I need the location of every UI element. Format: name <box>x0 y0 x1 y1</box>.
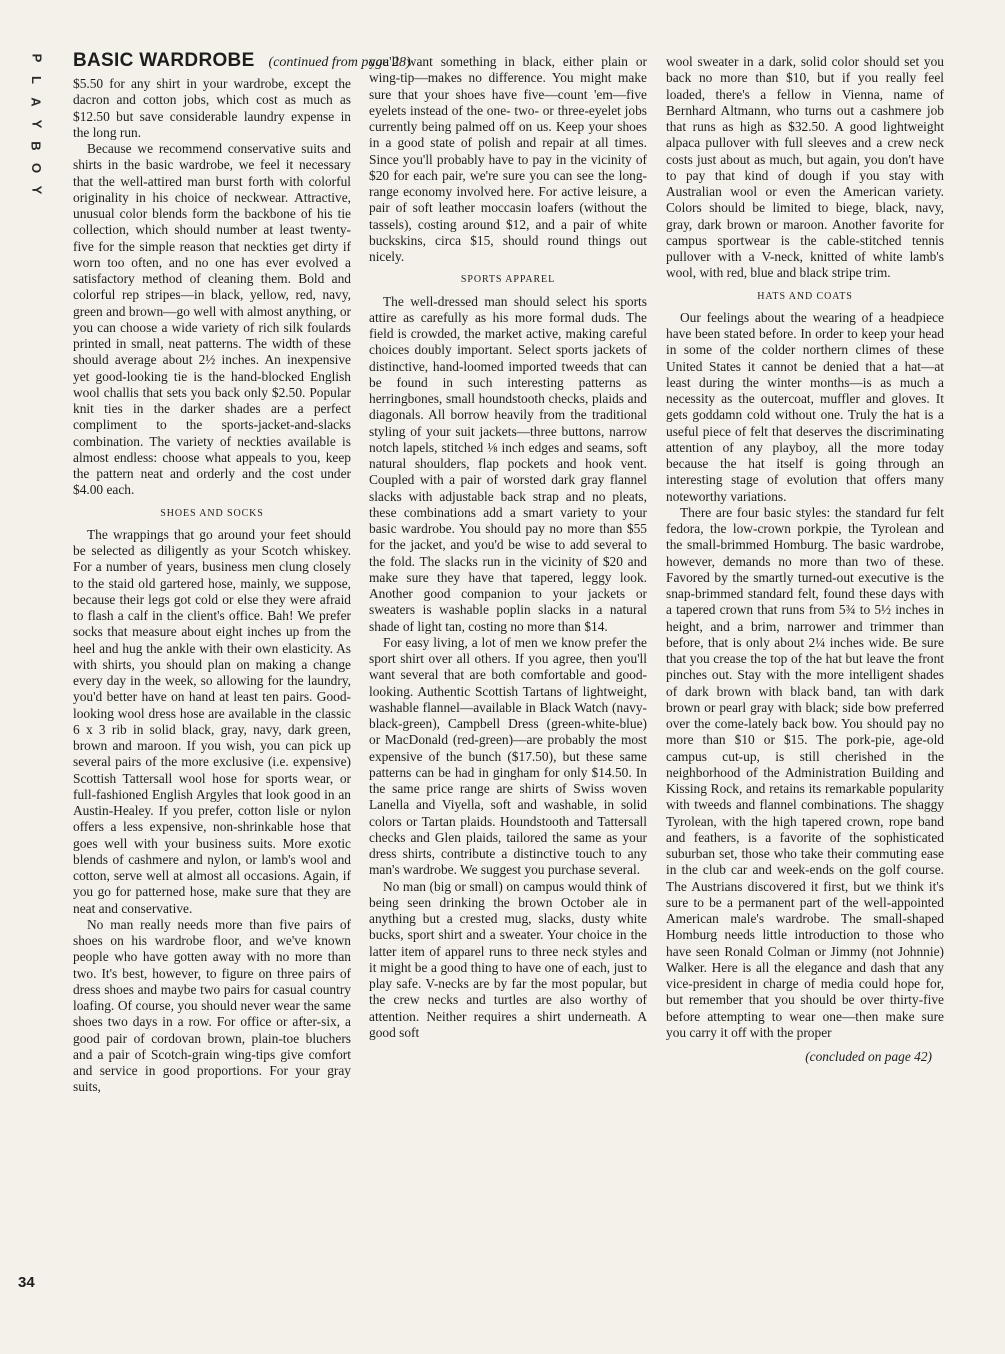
text-column-2 <box>369 54 647 1041</box>
masthead-letter: B <box>28 141 44 151</box>
section-heading: SHOES AND SOCKS <box>160 507 264 519</box>
paragraph: No man (big or small) on campus would think of being seen drinking the brown October ale in anything but a crested mug, slacks, dusty white bucks, sport shirt and a sweater. Your choice in the latter item of apparel runs to three neck styles and it might be a good thing to have one of each, just to play safe. V-necks are by far the most popular, but the crew necks and turtles are also worthy of attention. Neither requires a shirt underneath. A good soft <box>369 878 647 1040</box>
paragraph: wool sweater in a dark, solid color should set you back no more than $10, but if you really feel loaded, there's a fellow in Vienna, name of Bernhard Altmann, who turns out a cashmere job that runs as high as $32.50. A good lightweight alpaca pullover with full sleeves and a crew neck costs just about as much, but again, you don't have to pay that kind of dough if you stay with Australian wool or even the American variety. Colors should be limited to biege, black, navy, gray, dark brown or maroon. Another favorite for campus sportwear is the cable-stitched tennis pullover with a V-neck, knitted of white lamb's wool, with red, blue and black stripe trim. <box>666 54 944 281</box>
masthead-letter: L <box>28 76 44 84</box>
paragraph: No man really needs more than five pairs of shoes on his wardrobe floor, and we've known people who have gotten away with no more than two. It's best, however, to figure on three pairs of dress shoes and maybe two pairs for casual country loafing. Of course, you should never wear the same shoes two days in a row. For office or after-six, a good pair of cordovan brown, plain-toe bluchers and a pair of Scotch-grain wing-tips give comfort and service in good proportions. For your gray suits, <box>73 916 351 1095</box>
paragraph: Because we recommend conservative suits and shirts in the basic wardrobe, we feel it necessary that the well-attired man burst forth with colorful originality in his choice of neckwear. Attractive, unusual color blends form the backbone of his tie collection, which should number at least twenty-five for the simple reason that neckties get dirty if worn too often, and no one has ever evolved a satisfactory method of cleaning them. Bold and colorful rep stripes—in black, yellow, red, navy, green and brown—go well with almost anything, or you can choose a wide variety of rich silk foulards printed in small, neat patterns. The width of these should average about 2½ inches. An inexpensive yet good-looking tie is the hand-blocked English wool challis that sets you back only $2.50. Popular knit ties in the darker shades are a perfect compliment to the sports-jacket-and-slacks combination. The variety of neckties available is almost endless: choose what appeals to you, keep the pattern neat and orderly and the cost under $4.00 each. <box>73 141 351 498</box>
masthead-letter: O <box>29 162 44 174</box>
paragraph: $5.50 for any shirt in your wardrobe, except the dacron and cotton jobs, which cost as much as $12.50 but save considerable laundry expense in the long run. <box>73 76 351 140</box>
paragraph: There are four basic styles: the standard fur felt fedora, the low-crown porkpie, the Tyrolean and the small-brimmed Homburg. The basic wardrobe, however, demands no more than two of these. Favored by the smartly turned-out executive is the snap-brimmed standard felt, found these days with a tapered crown that runs from 5¾ to 5½ inches in height, and a brim, narrower and trimmer than before, that is only about 2¼ inches wide. Be sure that you crease the top of the hat but leave the front pinches out. Stay with the more intelligent shades of dark brown with black band, tan with dark brown or pearl gray with black; side bow preferred over the come-lately back bow. You should pay no more than $10 or $15. The pork-pie, age-old campus cut-up, is still cherished in the neighborhood of the Administration Building and Kissing Rock, and retains its remarkable popularity with tweeds and flannel combinations. The shaggy Tyrolean, with the high tapered crown, rope band and feathers, is a favorite of the sophisticated suburban set, those who take their commuting ease in the club car and week-ends on the golf course. The Austrians discovered it first, but we think it's sure to be a permanent part of the well-appointed American male's wardrobe. The small-shaped Homburg needs little introduction to those who have seen Ronald Colman or Jimmy (not Johnnie) Walker. Here is all the elegance and dash that any vice-president in charge of media could hope for, but remember that you should be over thirty-five before attempting to wear one—then make sure you carry it off with the proper <box>666 504 944 1040</box>
paragraph: The well-dressed man should select his sports attire as carefully as his more formal duds. The field is crowded, the market active, making careful choices doubly important. Select sports jackets of distinctive, hand-loomed imported tweeds that can be found in such interesting patterns as herringbones, small houndstooth checks, plaids and diagonals. All borrow heavily from the traditional styling of your suit jackets—three buttons, narrow notch lapels, stitched ⅛ inch edges and seams, soft natural shoulders, flap pockets and hook vent. Coupled with a pair of worsted dark gray flannel slacks with adjustable back strap and no pleats, these combinations add a smart variety to your basic wardrobe. You should pay no more than $55 for the jacket, and you'd be wise to add several to the fold. The slacks run in the vicinity of $20 and make sure they have that tapered, leggy look. Another good companion to your jackets or sweaters is washable poplin slacks in a natural shade of light tan, costing no more than $14. <box>369 293 647 634</box>
masthead-letter: P <box>28 53 44 63</box>
magazine-masthead-vertical <box>29 52 43 196</box>
masthead-letter: A <box>28 97 44 107</box>
paragraph: For easy living, a lot of men we know prefer the sport shirt over all others. If you agree, then you'll want several that are both comfortable and good-looking. Authentic Scottish Tartans of lightweight, washable flannel—available in Black Watch (navy-black-green), Campbell Dress (green-white-blue) or MacDonald (red-green)—are probably the most expensive of the bunch ($17.50), but these same patterns can be had in gingham for only $14.50. In the same price range are shirts of Swiss woven Lanella and Viyella, soft and washable, in solid colors or Tartan plaids. Houndstooth and Tattersall checks and Glen plaids, tailored the same as your dress shirts, contribute a distinctive touch to any man's wardrobe. We suggest you purchase several. <box>369 634 647 878</box>
text-column-1 <box>73 76 351 1096</box>
text-column-3 <box>666 54 944 1065</box>
section-heading: SPORTS APPAREL <box>460 274 556 286</box>
paragraph: The wrappings that go around your feet should be selected as diligently as your Scotch whiskey. For a number of years, business men clung closely to the staid old gartered hose, mainly, we suppose, because their legs got cold or else they were afraid to flash a calf in the client's office. Bah! We prefer socks that measure about eight inches up from the heel and hug the ankle with their own elasticity. As with shirts, you should plan on making a change every day in the week, so allowing for the laundry, you'd better have on hand at least ten pairs. Good-looking wool dress hose are available in the classic 6 x 3 rib in solid black, gray, navy, dark green, brown and maroon. If you wish, you can pick up several pairs of the more exclusive (i.e. expensive) Scottish Tattersall wool hose for sports wear, or full-fashioned English Argyles that look good in an Austin-Healey. If you prefer, cotton lisle or nylon offers a less expensive, non-shrinkable hose that goes well with your business suits. More exotic blends of cashmere and nylon, or lamb's wool and cotton, serve well at almost all occasions. Again, if you go for patterned hose, make sure that they are neat and conservative. <box>73 526 351 916</box>
page-number: 34 <box>18 1274 35 1291</box>
concluded-note: (concluded on page 42) <box>805 1049 932 1064</box>
section-heading: HATS AND COATS <box>757 290 853 302</box>
masthead-letter: Y <box>28 119 44 129</box>
continued-note: (continued from page 28) <box>268 55 411 70</box>
article-title: BASIC WARDROBE <box>73 50 255 71</box>
paragraph: you'll want something in black, either plain or wing-tip—makes no difference. You might make sure that your shoes have five—count 'em—five eyelets instead of the one- two- or three-eyelet jobs currently being palmed off on us. Keep your shoes in a good state of polish and repair at all times. Since you'll probably have to pay in the vicinity of $20 for each pair, we're sure you can see the long-range economy involved here. For active leisure, a pair of soft leather moccasin loafers (without the tassels), costing around $12, and a pair of white buckskins, circa $15, should round things out nicely. <box>369 54 647 264</box>
masthead-letter: Y <box>28 185 44 195</box>
paragraph: Our feelings about the wearing of a headpiece have been stated before. In order to keep your head in some of the colder northern climes of these United States it cannot be denied that a hat—at least during the winter months—is as much a necessity as the outercoat, muffler and gloves. It gets goddamn cold without one. Truly the hat is a useful piece of felt that deserves the discriminating attention of any playboy, all the more today because the hat itself is going through an interesting stage of evolution that offers many noteworthy variations. <box>666 309 944 504</box>
